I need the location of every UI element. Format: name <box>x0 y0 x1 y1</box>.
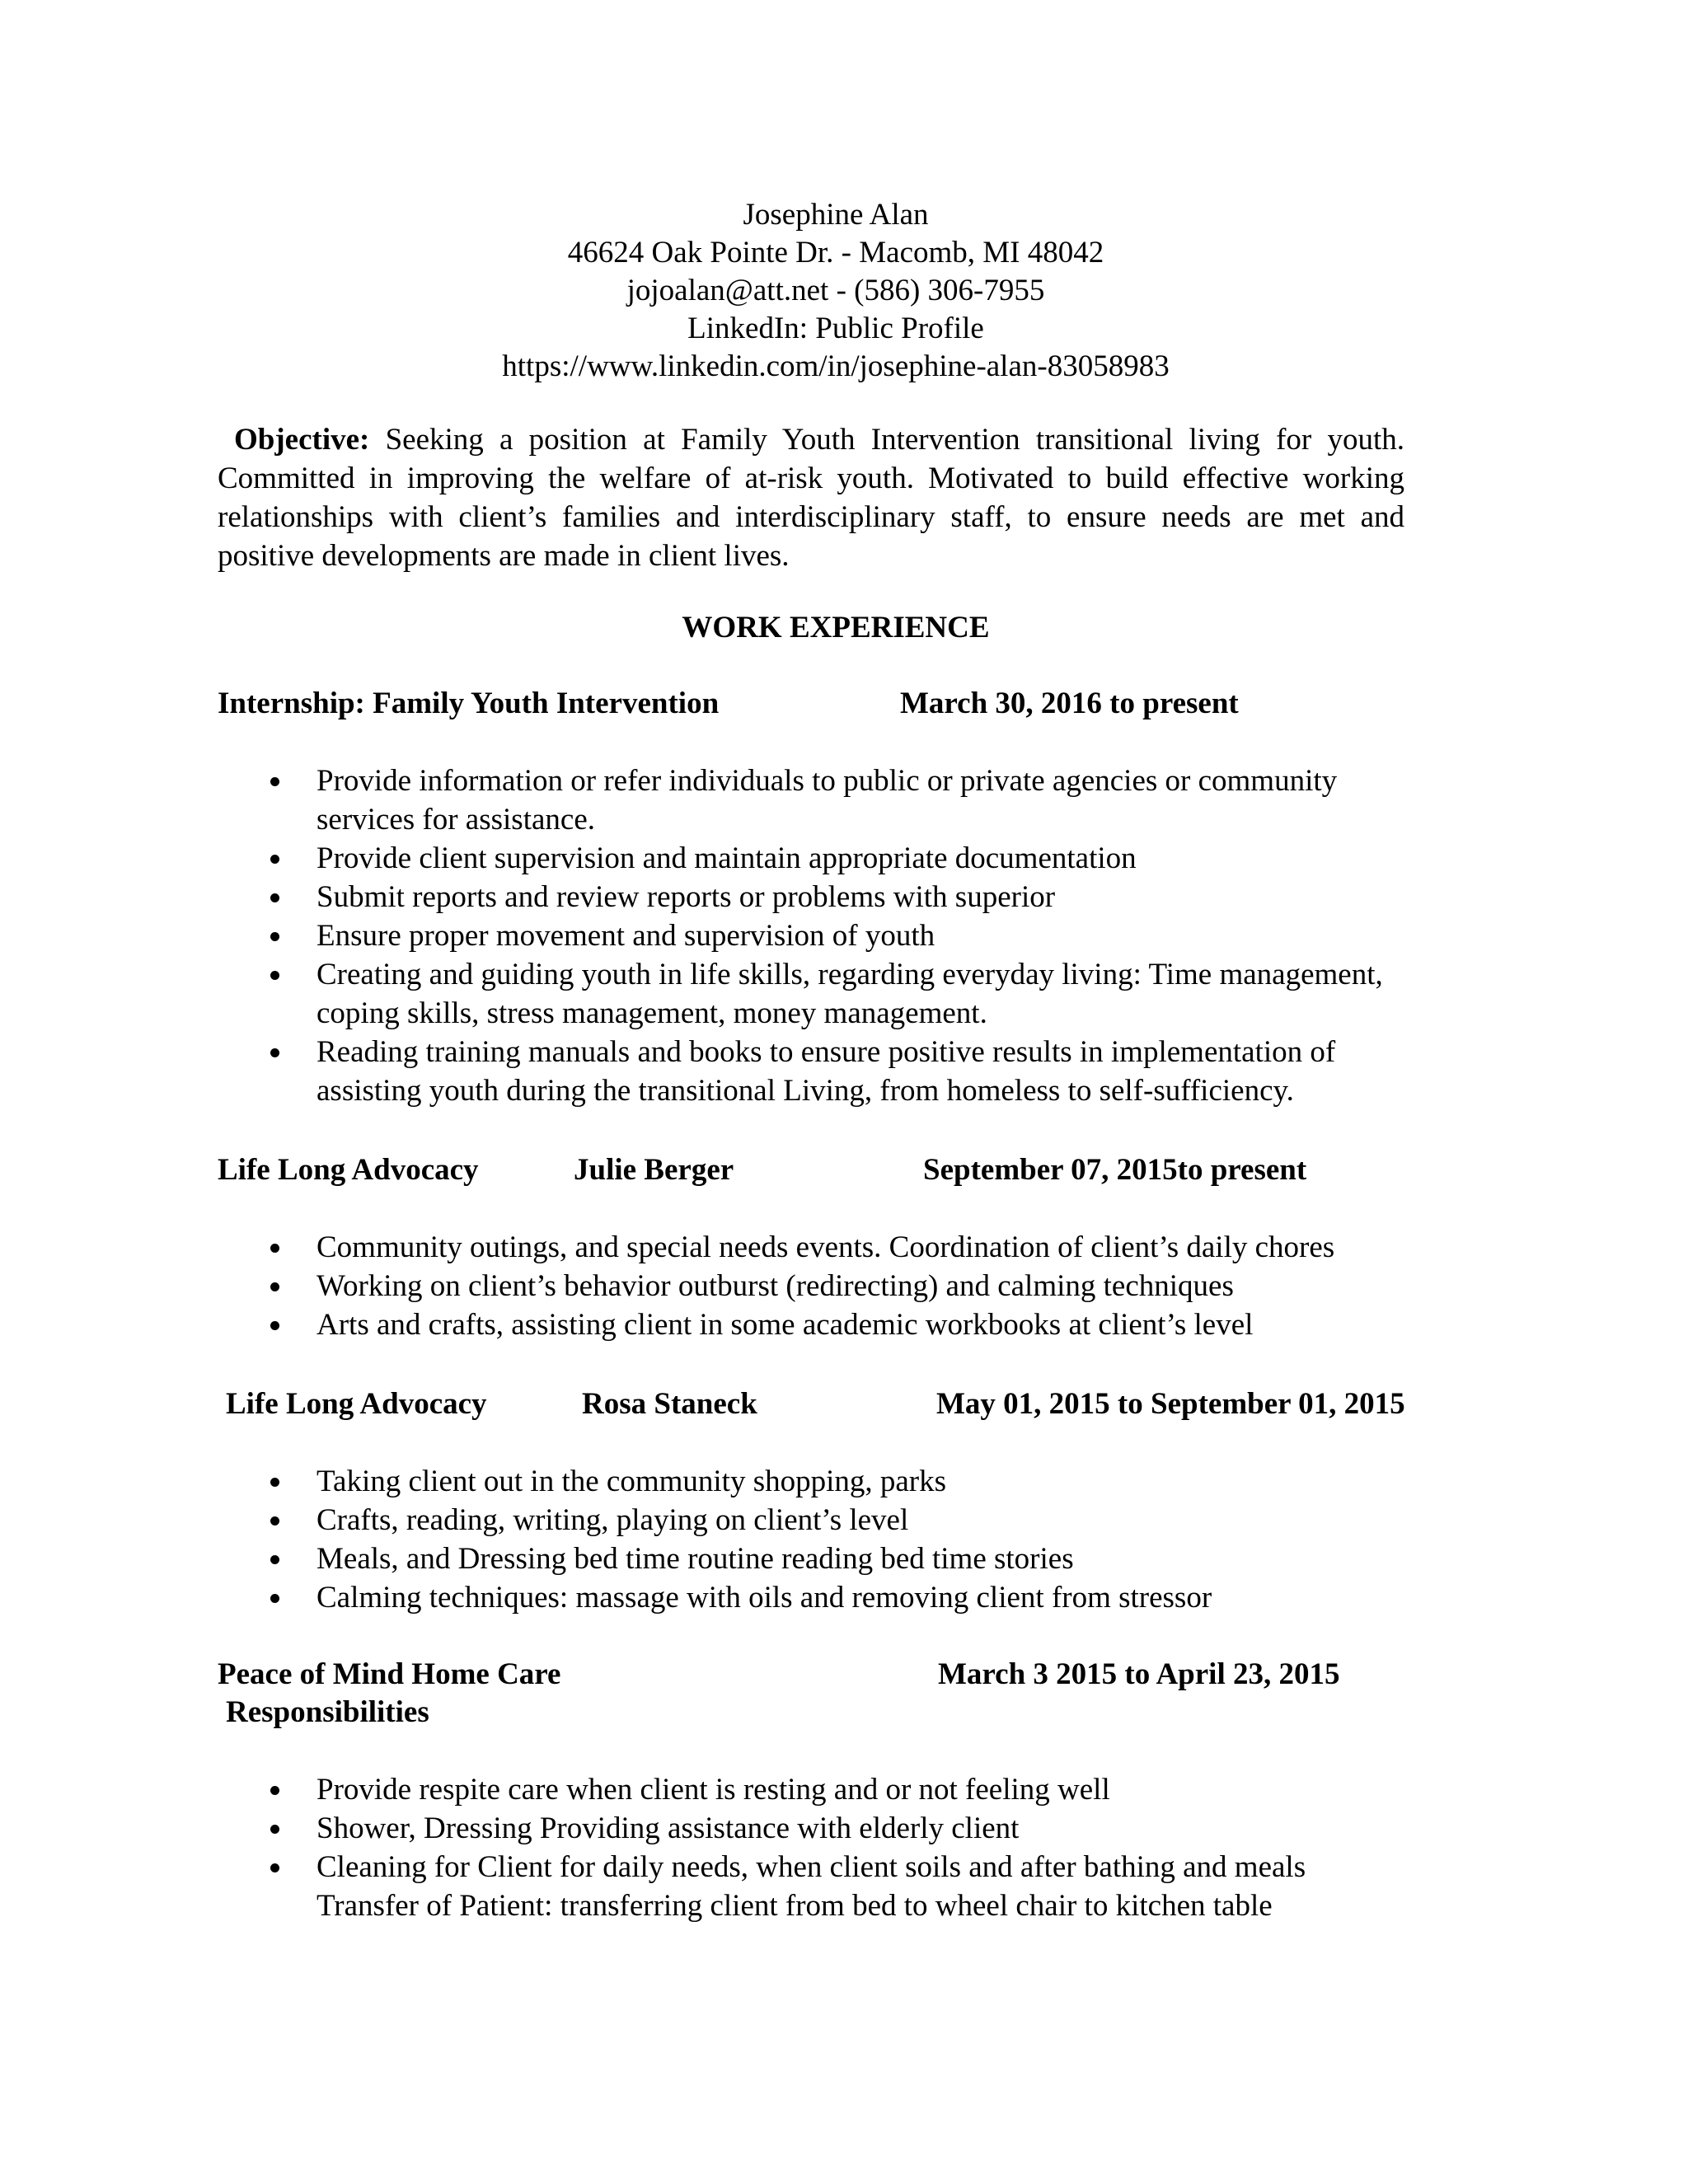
job-organization: Internship: Family Youth Intervention <box>218 687 720 720</box>
bullet-icon <box>270 1555 279 1564</box>
list-item: Ensure proper movement and supervision of youth <box>0 916 1413 955</box>
bullet-icon <box>270 932 279 941</box>
bullet-icon <box>270 1594 279 1603</box>
job-dates: September 07, 2015to present <box>923 1153 1307 1187</box>
job-organization: Life Long Advocacy <box>218 1153 479 1187</box>
list-item: Arts and crafts, assisting client in some academic workbooks at client’s level <box>0 1305 1413 1344</box>
contact-header <box>0 196 1672 386</box>
objective-paragraph <box>218 420 1404 575</box>
list-item: Calming techniques: massage with oils and removing client from stressor <box>0 1578 1413 1617</box>
list-item: Creating and guiding youth in life skills, regarding everyday living: Time management, coping skills, stress management, money management. <box>0 955 1413 1033</box>
bullet-icon <box>270 1478 279 1487</box>
bullet-icon <box>270 1786 279 1795</box>
bullet-icon <box>270 893 279 902</box>
job-bullet-list <box>0 1228 1413 1344</box>
job-supervisor: Julie Berger <box>574 1153 734 1187</box>
section-title-work-experience: WORK EXPERIENCE <box>682 611 990 644</box>
list-item: Provide client supervision and maintain appropriate documentation <box>0 839 1413 878</box>
bullet-icon <box>270 1516 279 1526</box>
job-dates: March 30, 2016 to present <box>900 687 1239 720</box>
list-item: Working on client’s behavior outburst (redirecting) and calming techniques <box>0 1267 1413 1305</box>
bullet-icon <box>270 1863 279 1872</box>
linkedin-label: LinkedIn: Public Profile <box>687 312 984 345</box>
linkedin-url[interactable]: https://www.linkedin.com/in/josephine-alan-83058983 <box>502 349 1170 383</box>
bullet-icon <box>270 1321 279 1330</box>
trailing-responsibility-line: Transfer of Patient: transferring client from bed to wheel chair to kitchen table <box>316 1889 1273 1923</box>
applicant-address: 46624 Oak Pointe Dr. - Macomb, MI 48042 <box>567 236 1104 269</box>
job-dates: March 3 2015 to April 23, 2015 <box>938 1657 1340 1691</box>
bullet-icon <box>270 971 279 980</box>
bullet-icon <box>270 1048 279 1057</box>
objective-label: Objective: <box>234 423 370 457</box>
job-supervisor: Rosa Staneck <box>582 1387 757 1421</box>
applicant-contact: jojoalan@att.net - (586) 306-7955 <box>626 274 1045 307</box>
list-item: Shower, Dressing Providing assistance with elderly client <box>0 1809 1413 1848</box>
list-item: Meals, and Dressing bed time routine reading bed time stories <box>0 1540 1413 1578</box>
list-item: Cleaning for Client for daily needs, when client soils and after bathing and meals <box>0 1848 1413 1886</box>
list-item: Taking client out in the community shopping, parks <box>0 1462 1413 1501</box>
list-item: Crafts, reading, writing, playing on client’s level <box>0 1501 1413 1540</box>
list-item: Provide respite care when client is resting and or not feeling well <box>0 1770 1413 1809</box>
list-item: Provide information or refer individuals to public or private agencies or community services for assistance. <box>0 762 1413 839</box>
bullet-icon <box>270 1825 279 1834</box>
job-bullet-list <box>0 762 1413 1110</box>
job-bullet-list <box>0 1770 1413 1886</box>
list-item: Community outings, and special needs events. Coordination of client’s daily chores <box>0 1228 1413 1267</box>
bullet-icon <box>270 1282 279 1291</box>
applicant-name: Josephine Alan <box>743 198 929 232</box>
bullet-icon <box>270 855 279 864</box>
list-item: Submit reports and review reports or problems with superior <box>0 878 1413 916</box>
job-subheading: Responsibilities <box>226 1695 429 1729</box>
objective-text: Seeking a position at Family Youth Intervention transitional living for youth. Committed in improving the welfare of at-risk youth. Motivated to build effective working relationships with client’s families and interdisciplinary staff, to ensure needs are met and positive developments are made in client lives. <box>218 423 1404 573</box>
job-organization: Life Long Advocacy <box>226 1387 487 1421</box>
job-bullet-list <box>0 1462 1413 1617</box>
bullet-icon <box>270 1244 279 1253</box>
job-organization: Peace of Mind Home Care <box>218 1657 561 1691</box>
job-dates: May 01, 2015 to September 01, 2015 <box>936 1387 1405 1421</box>
bullet-icon <box>270 777 279 786</box>
list-item: Reading training manuals and books to ensure positive results in implementation of assisting youth during the transitional Living, from homeless to self-sufficiency. <box>0 1033 1413 1110</box>
